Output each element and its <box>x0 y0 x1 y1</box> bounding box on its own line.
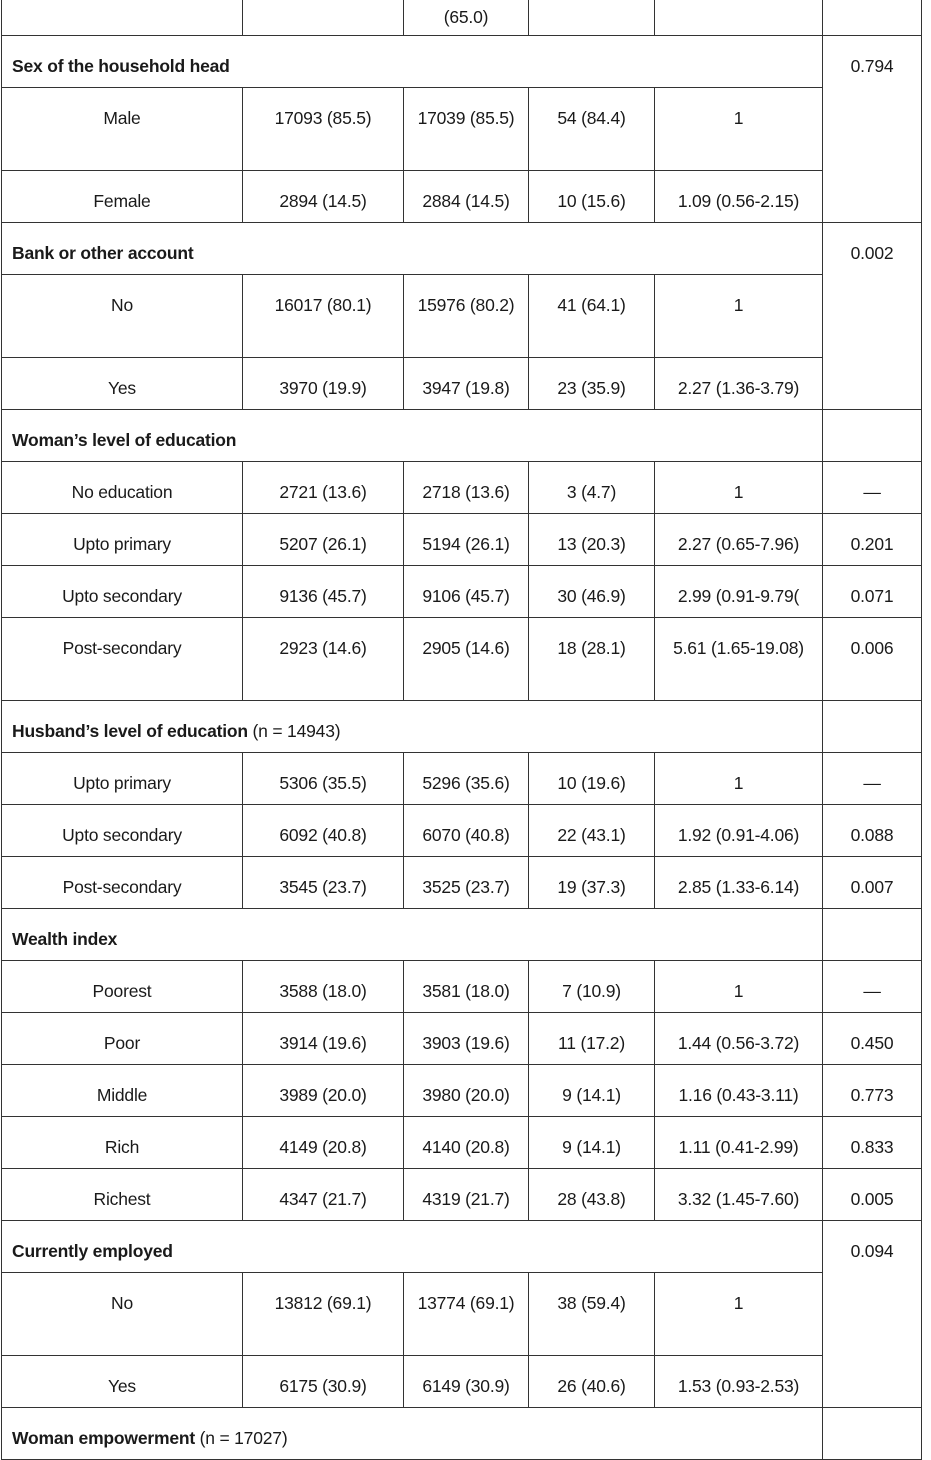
table-row <box>2 857 922 909</box>
table-cell: 1.16 (0.43-3.11) <box>655 1065 823 1117</box>
table-cell: 3903 (19.6) <box>404 1013 529 1065</box>
table-cell: 1.53 (0.93-2.53) <box>655 1356 823 1408</box>
table-row <box>2 1013 922 1065</box>
table-cell: 17093 (85.5) <box>243 88 404 171</box>
table-cell: 5296 (35.6) <box>404 753 529 805</box>
table-row <box>2 805 922 857</box>
p-value <box>823 701 922 753</box>
table-cell: 2905 (14.6) <box>404 618 529 701</box>
section-header-row <box>2 223 922 275</box>
row-label: Upto secondary <box>2 566 243 618</box>
table-cell <box>2 0 243 36</box>
table-cell: 19 (37.3) <box>529 857 655 909</box>
table-cell: 13812 (69.1) <box>243 1273 404 1356</box>
row-label: Post-secondary <box>2 857 243 909</box>
table-row <box>2 171 922 223</box>
table-cell: 6070 (40.8) <box>404 805 529 857</box>
table-cell: 2.99 (0.91-9.79( <box>655 566 823 618</box>
table-cell <box>655 0 823 36</box>
section-header-row <box>2 36 922 88</box>
table-cell: 5306 (35.5) <box>243 753 404 805</box>
row-label: Middle <box>2 1065 243 1117</box>
table-cell: 3989 (20.0) <box>243 1065 404 1117</box>
row-label: Richest <box>2 1169 243 1221</box>
table-cell: 3914 (19.6) <box>243 1013 404 1065</box>
table-cell: 4149 (20.8) <box>243 1117 404 1169</box>
table-cell: 2718 (13.6) <box>404 462 529 514</box>
table-cell: 28 (43.8) <box>529 1169 655 1221</box>
table-row <box>2 1169 922 1221</box>
table-cell: 1 <box>655 753 823 805</box>
row-label: Upto primary <box>2 514 243 566</box>
table-cell: 54 (84.4) <box>529 88 655 171</box>
table-cell <box>529 0 655 36</box>
table-cell: 17039 (85.5) <box>404 88 529 171</box>
continued-row <box>2 0 922 36</box>
row-label: Poor <box>2 1013 243 1065</box>
p-value: 0.088 <box>823 805 922 857</box>
table-cell: 3525 (23.7) <box>404 857 529 909</box>
row-label: No <box>2 1273 243 1356</box>
table-cell: 23 (35.9) <box>529 358 655 410</box>
table-cell: 1 <box>655 1273 823 1356</box>
p-value: 0.002 <box>823 223 922 410</box>
table-row <box>2 753 922 805</box>
p-value: 0.071 <box>823 566 922 618</box>
table-row <box>2 618 922 701</box>
table-cell: 3 (4.7) <box>529 462 655 514</box>
table-cell: 9 (14.1) <box>529 1117 655 1169</box>
table-cell: 3980 (20.0) <box>404 1065 529 1117</box>
row-label: Yes <box>2 358 243 410</box>
table-cell: 3947 (19.8) <box>404 358 529 410</box>
table-cell: 38 (59.4) <box>529 1273 655 1356</box>
section-title: Bank or other account <box>2 223 823 275</box>
table-row <box>2 88 922 171</box>
row-label: Post-secondary <box>2 618 243 701</box>
table-row <box>2 1273 922 1356</box>
row-label: Male <box>2 88 243 171</box>
table-cell: 1.09 (0.56-2.15) <box>655 171 823 223</box>
p-value <box>823 1408 922 1460</box>
p-value: 0.007 <box>823 857 922 909</box>
row-label: Upto primary <box>2 753 243 805</box>
table-cell: 3545 (23.7) <box>243 857 404 909</box>
section-title: Husband’s level of education (n = 14943) <box>2 701 823 753</box>
table-row <box>2 1065 922 1117</box>
table-cell: 11 (17.2) <box>529 1013 655 1065</box>
p-value <box>823 410 922 462</box>
table-row <box>2 566 922 618</box>
table-cell: 1.11 (0.41-2.99) <box>655 1117 823 1169</box>
table-row <box>2 1356 922 1408</box>
table-cell: 16017 (80.1) <box>243 275 404 358</box>
row-label: No education <box>2 462 243 514</box>
section-title: Woman’s level of education <box>2 410 823 462</box>
table-cell: 3581 (18.0) <box>404 961 529 1013</box>
table-cell: 4140 (20.8) <box>404 1117 529 1169</box>
p-value: 0.006 <box>823 618 922 701</box>
section-header-row <box>2 701 922 753</box>
row-label: Yes <box>2 1356 243 1408</box>
table-row <box>2 514 922 566</box>
p-value: — <box>823 961 922 1013</box>
table-cell: 4347 (21.7) <box>243 1169 404 1221</box>
section-title: Woman empowerment (n = 17027) <box>2 1408 823 1460</box>
table-cell: 15976 (80.2) <box>404 275 529 358</box>
table-cell: 2.85 (1.33-6.14) <box>655 857 823 909</box>
row-label: Rich <box>2 1117 243 1169</box>
table-cell: 2884 (14.5) <box>404 171 529 223</box>
table-cell: 1 <box>655 275 823 358</box>
p-value: 0.794 <box>823 36 922 223</box>
table-cell: 18 (28.1) <box>529 618 655 701</box>
results-table <box>1 0 922 1460</box>
table-row <box>2 358 922 410</box>
table-cell: 13 (20.3) <box>529 514 655 566</box>
table-cell: 1.92 (0.91-4.06) <box>655 805 823 857</box>
table-cell <box>243 0 404 36</box>
row-label: No <box>2 275 243 358</box>
table-cell: 1.44 (0.56-3.72) <box>655 1013 823 1065</box>
table-cell: 1 <box>655 88 823 171</box>
table-cell: 2721 (13.6) <box>243 462 404 514</box>
table-cell: 3970 (19.9) <box>243 358 404 410</box>
table-cell: 22 (43.1) <box>529 805 655 857</box>
table-cell: 5207 (26.1) <box>243 514 404 566</box>
table-cell: 13774 (69.1) <box>404 1273 529 1356</box>
table-cell: (65.0) <box>404 0 529 36</box>
table-cell: 4319 (21.7) <box>404 1169 529 1221</box>
p-value: 0.005 <box>823 1169 922 1221</box>
p-value: 0.833 <box>823 1117 922 1169</box>
table-cell: 1 <box>655 462 823 514</box>
table-cell: 2.27 (1.36-3.79) <box>655 358 823 410</box>
table-cell: 41 (64.1) <box>529 275 655 358</box>
row-label: Female <box>2 171 243 223</box>
table-cell: 1 <box>655 961 823 1013</box>
p-value: 0.450 <box>823 1013 922 1065</box>
table-cell: 9136 (45.7) <box>243 566 404 618</box>
table-row <box>2 275 922 358</box>
section-title: Currently employed <box>2 1221 823 1273</box>
p-value: — <box>823 462 922 514</box>
table-cell <box>823 0 922 36</box>
table-row <box>2 961 922 1013</box>
table-cell: 26 (40.6) <box>529 1356 655 1408</box>
table-row <box>2 462 922 514</box>
section-header-row <box>2 1221 922 1273</box>
table-cell: 9 (14.1) <box>529 1065 655 1117</box>
table-cell: 2.27 (0.65-7.96) <box>655 514 823 566</box>
table-cell: 6149 (30.9) <box>404 1356 529 1408</box>
row-label: Poorest <box>2 961 243 1013</box>
table-cell: 6092 (40.8) <box>243 805 404 857</box>
section-title: Wealth index <box>2 909 823 961</box>
table-cell: 5194 (26.1) <box>404 514 529 566</box>
section-title: Sex of the household head <box>2 36 823 88</box>
p-value: 0.773 <box>823 1065 922 1117</box>
p-value: 0.201 <box>823 514 922 566</box>
table-cell: 2894 (14.5) <box>243 171 404 223</box>
p-value: 0.094 <box>823 1221 922 1408</box>
section-header-row <box>2 909 922 961</box>
table-cell: 10 (19.6) <box>529 753 655 805</box>
table-cell: 9106 (45.7) <box>404 566 529 618</box>
table-cell: 6175 (30.9) <box>243 1356 404 1408</box>
table-row <box>2 1117 922 1169</box>
table-cell: 7 (10.9) <box>529 961 655 1013</box>
table-cell: 30 (46.9) <box>529 566 655 618</box>
table-cell: 3588 (18.0) <box>243 961 404 1013</box>
table-cell: 3.32 (1.45-7.60) <box>655 1169 823 1221</box>
row-label: Upto secondary <box>2 805 243 857</box>
p-value: — <box>823 753 922 805</box>
table-cell: 10 (15.6) <box>529 171 655 223</box>
table-cell: 2923 (14.6) <box>243 618 404 701</box>
table-cell: 5.61 (1.65-19.08) <box>655 618 823 701</box>
p-value <box>823 909 922 961</box>
section-header-row <box>2 1408 922 1460</box>
section-header-row <box>2 410 922 462</box>
